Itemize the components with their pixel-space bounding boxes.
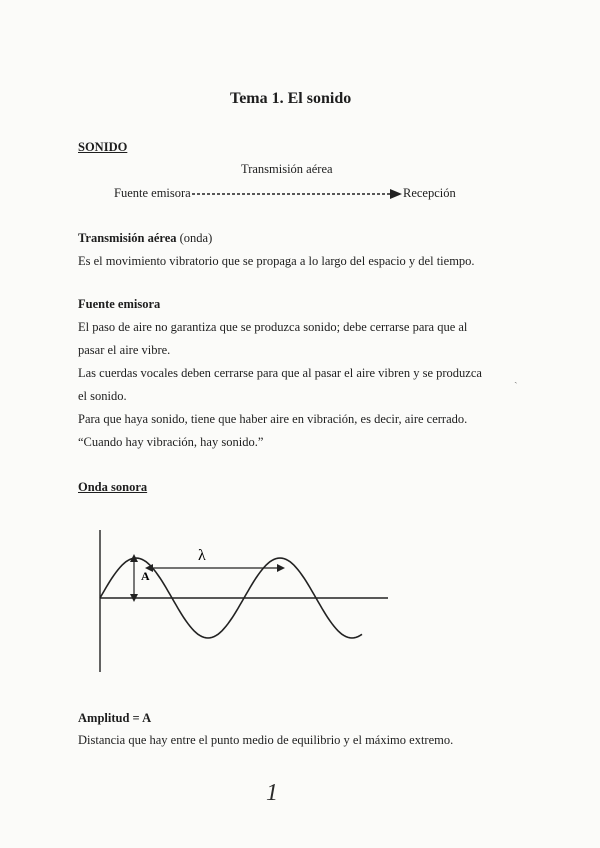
transmision-heading-suffix: (onda) — [176, 231, 213, 245]
amplitud-text: Distancia que hay entre el punto medio de equilibrio y el máximo extremo. — [78, 733, 454, 747]
section-heading-onda: Onda sonora — [78, 480, 148, 494]
section-heading-sonido: SONIDO — [78, 140, 128, 154]
section-heading-amplitud: Amplitud = A — [78, 711, 152, 725]
sound-wave-diagram — [90, 522, 400, 682]
wavelength-label: λ — [198, 547, 206, 564]
reception-label: Recepción — [403, 186, 456, 200]
transmission-label: Transmisión aérea — [241, 162, 333, 176]
amplitude-label: A — [141, 569, 150, 583]
source-label: Fuente emisora — [114, 186, 191, 200]
fuente-paragraph — [78, 316, 482, 454]
fuente-line: El paso de aire no garantiza que se produzca sonido; debe cerrarse para que al — [78, 320, 468, 334]
wavelength-arrow-head-right — [277, 564, 285, 572]
fuente-line: “Cuando hay vibración, hay sonido.” — [78, 435, 264, 449]
transmision-text: Es el movimiento vibratorio que se propaga a lo largo del espacio y del tiempo. — [78, 254, 475, 268]
fuente-line: el sonido. — [78, 389, 127, 403]
page-title: Tema 1. El sonido — [230, 90, 352, 107]
fuente-line: pasar el aire vibre. — [78, 343, 171, 357]
margin-mark: ˎ — [514, 372, 518, 384]
fuente-line: Las cuerdas vocales deben cerrarse para que al pasar el aire vibren y se produzca — [78, 366, 482, 380]
section-heading-fuente: Fuente emisora — [78, 297, 161, 311]
page-number: 1 — [266, 780, 278, 806]
transmision-heading-bold: Transmisión aérea — [78, 231, 177, 245]
transmission-arrow — [192, 186, 404, 202]
fuente-line: Para que haya sonido, tiene que haber aire en vibración, es decir, aire cerrado. — [78, 412, 468, 426]
section-heading-transmision — [78, 231, 212, 246]
